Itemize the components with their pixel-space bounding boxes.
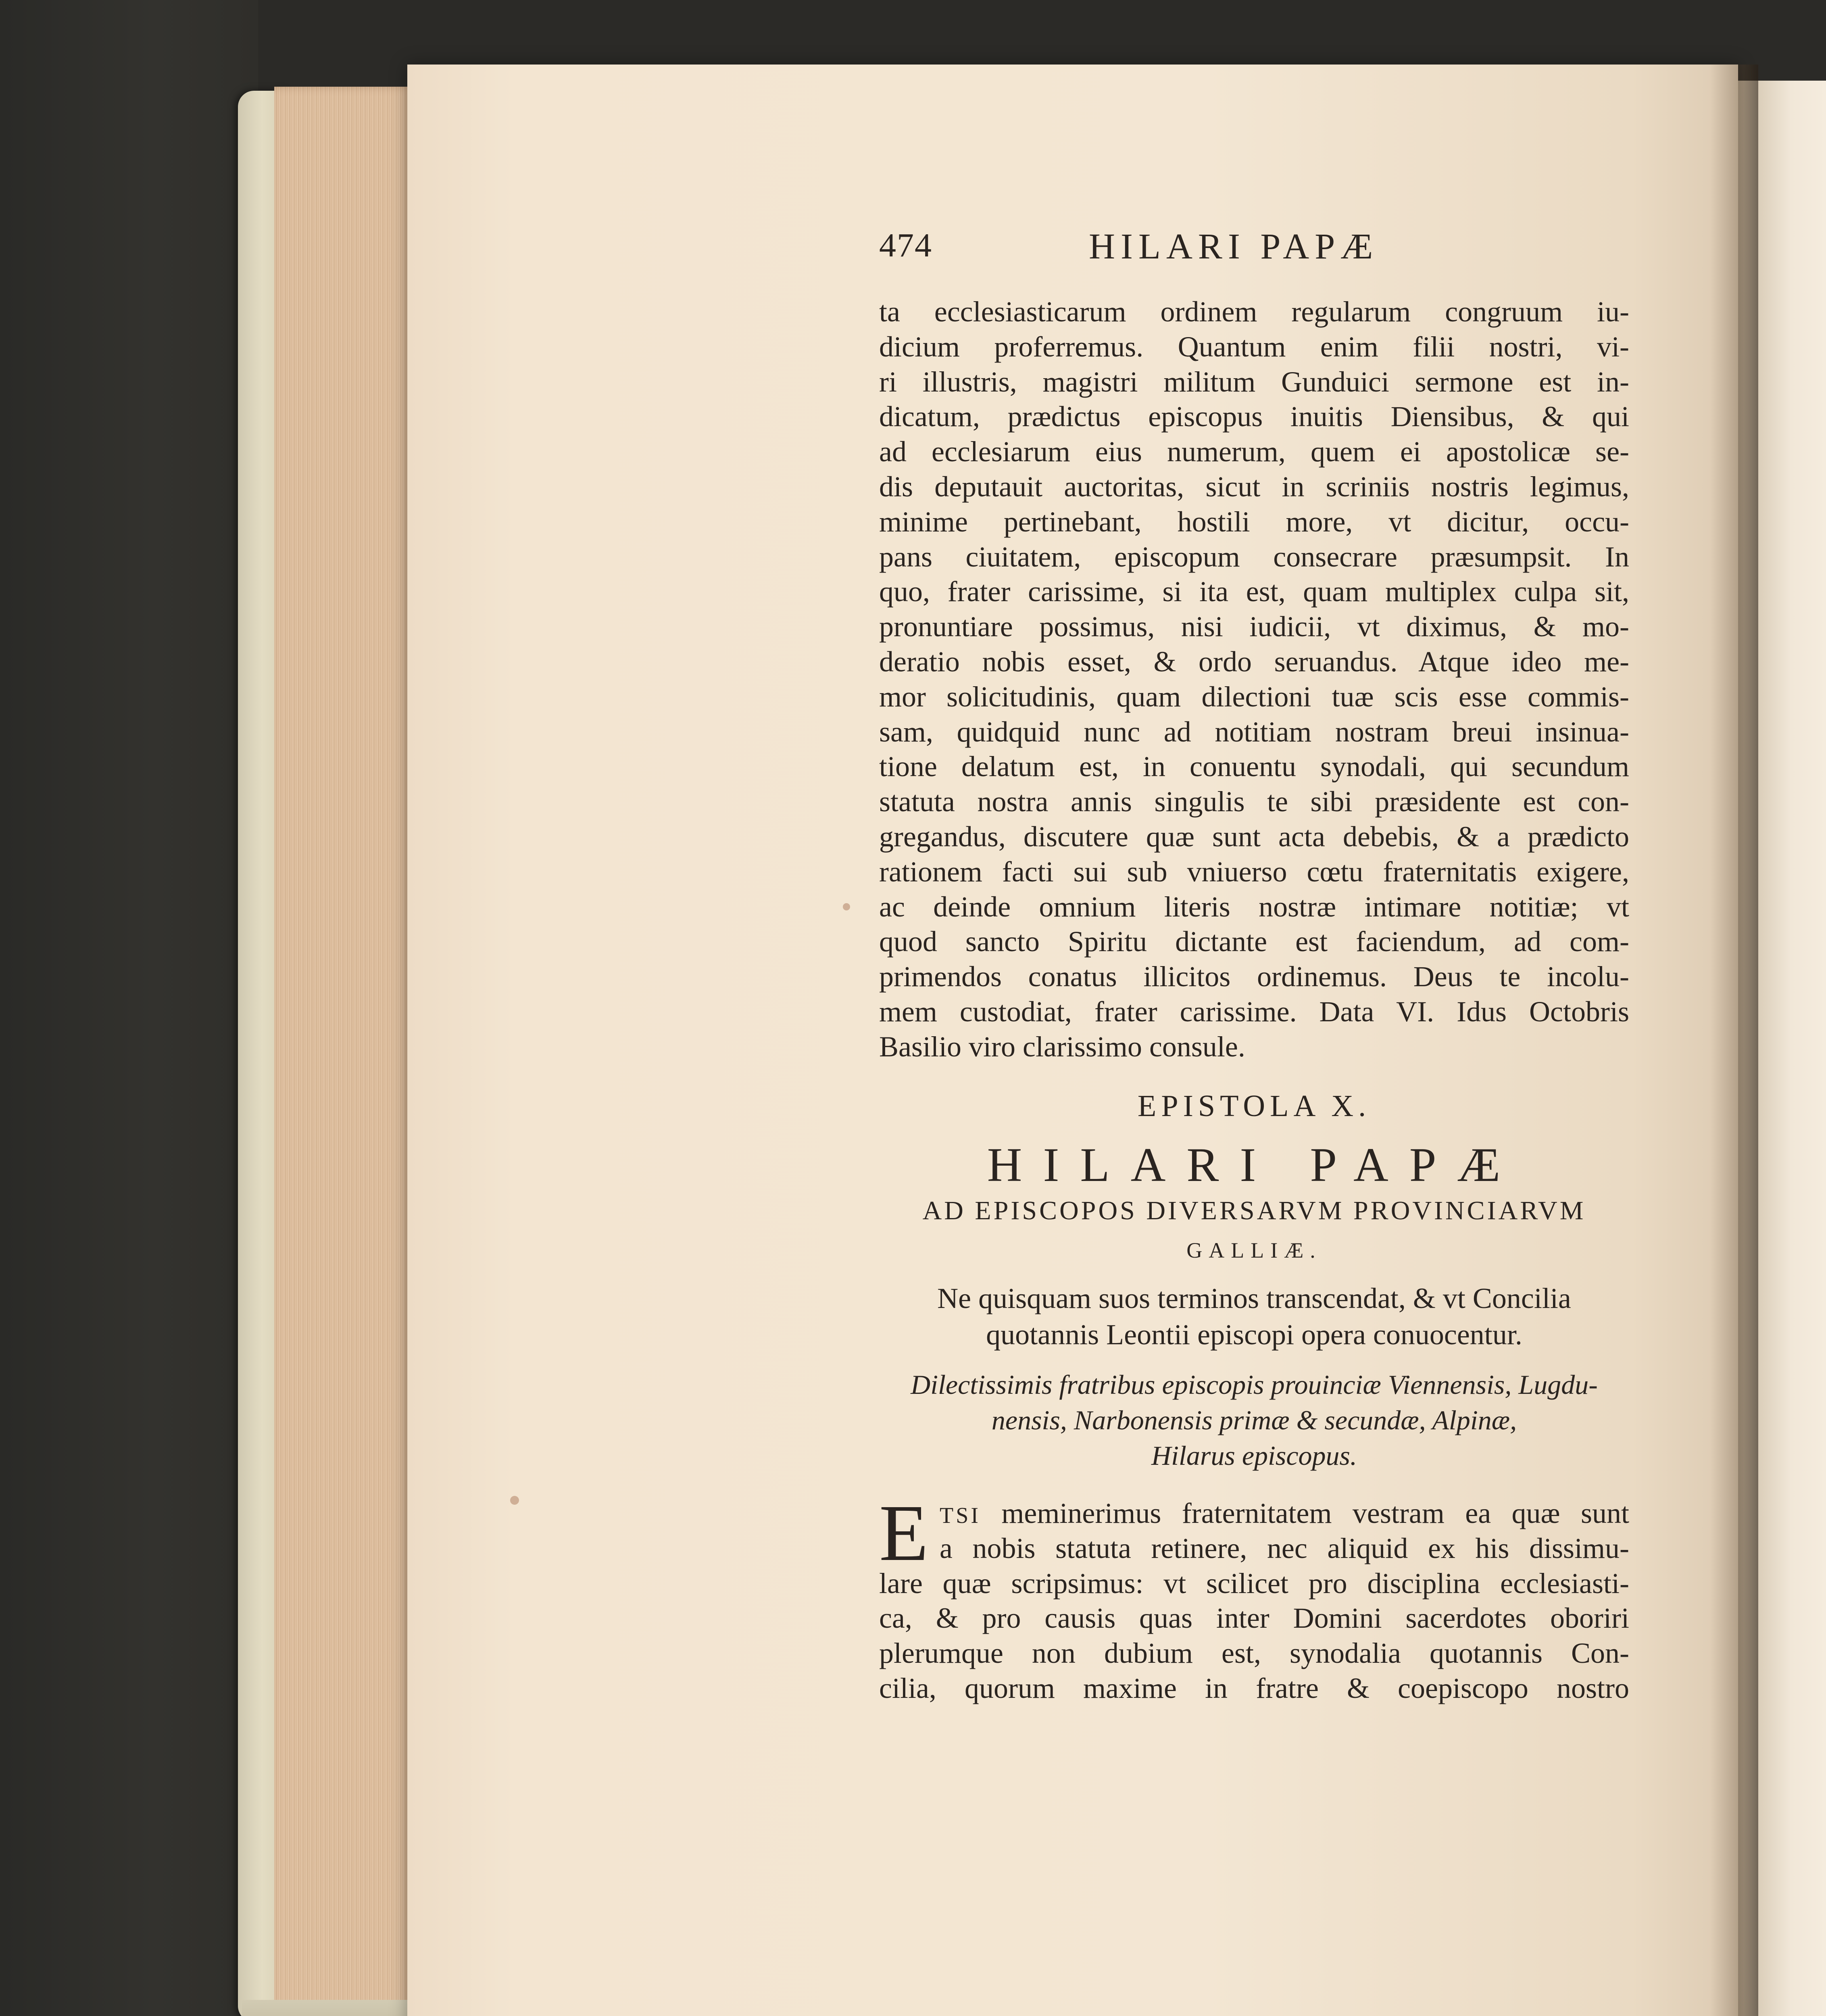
text-line: Basilio viro clarissimo consule. [879,1030,1245,1063]
text-line: rationem facti sui sub vniuerso cœtu fraternitatis exigere, [879,855,1629,888]
epistola-summary [879,1280,1629,1353]
text-line: ca, & pro causis quas inter Domini sacerdotes oboriri [879,1602,1629,1635]
salutation-line: Dilectissimis fratribus episcopis prouinciæ Viennensis, Lugdu- [911,1369,1598,1400]
epistola-number: EPISTOLA X. [1137,1089,1371,1123]
text-line: ad ecclesiarum eius numerum, quem ei apostolicæ se- [879,435,1629,468]
text-line: gregandus, discutere quæ sunt acta debebis, & a prædicto [879,820,1629,853]
text-line: pans ciuitatem, episcopum consecrare præsumpsit. In [879,540,1629,573]
text-line: deratio nobis esset, & ordo seruandus. Atque ideo me- [879,645,1629,678]
summary-line: Ne quisquam suos terminos transcendat, & vt Concilia [937,1282,1571,1314]
epistola-addressees: AD EPISCOPOS DIVERSARVM PROVINCIARVM [922,1196,1586,1225]
letter-body [879,1489,1629,1706]
text-line [940,1496,1629,1531]
text-line: minime pertinebant, hostili more, vt dicitur, occu- [879,505,1629,538]
running-title: HILARI PAPÆ [1089,227,1379,267]
text-line: dis deputauit auctoritas, sicut in scriniis nostris legimus, [879,470,1629,503]
text-line: ri illustris, magistri militum Gunduici sermone est in- [879,365,1629,398]
text-line: lare quæ scripsimus: vt scilicet pro disciplina ecclesiasti- [879,1567,1629,1599]
text-line: dicatum, prædictus episcopus inuitis Diensibus, & qui [879,400,1629,433]
page-number: 474 [879,227,932,264]
text-line: ac deinde omnium literis nostræ intimare notitiæ; vt [879,890,1629,923]
text-line: plerumque non dubium est, synodalia quotannis Con- [879,1637,1629,1670]
text-line: tione delatum est, in conuentu synodali, qui secundum [879,750,1629,783]
text-line-rest: meminerimus fraternitatem vestram ea quæ sunt [1001,1497,1629,1529]
epistola-author: HILARI PAPÆ [987,1138,1522,1191]
text-line: dicium proferremus. Quantum enim filii nostri, vi- [879,330,1629,363]
text-line: quod sancto Spiritu dictante est faciendum, ad com- [879,925,1629,958]
backdrop [0,0,258,2016]
paper-speck [510,1496,519,1505]
text-line: mor solicitudinis, quam dilectioni tuæ scis esse commis- [879,680,1629,713]
text-line: cilia, quorum maxime in fratre & coepiscopo nostro [879,1672,1629,1704]
text-line: pronuntiare possimus, nisi iudicii, vt diximus, & mo- [879,610,1629,643]
text-line: quo, frater carissime, si ita est, quam multiplex culpa sit, [879,575,1629,608]
epistola-region: GALLIÆ. [1186,1238,1322,1262]
salutation-line: Hilarus episcopus. [1151,1440,1357,1471]
running-head [879,226,1403,278]
text-line: mem custodiat, frater carissime. Data VI. Idus Octobris [879,995,1629,1028]
text-line: a nobis statuta retinere, nec aliquid ex his dissimu- [940,1532,1629,1564]
text-line: primendos conatus illicitos ordinemus. Deus te incolu- [879,960,1629,993]
page-gutter-shadow [1710,65,1758,2016]
paper-speck [843,903,850,910]
text-line: statuta nostra annis singulis te sibi præsidente est con- [879,785,1629,818]
page-block-edges [274,87,411,2016]
first-word: TSI [940,1503,981,1528]
text-line: ta ecclesiasticarum ordinem regularum congruum iu- [879,296,1629,328]
text-line: sam, quidquid nunc ad notitiam nostram breui insinua- [879,715,1629,748]
summary-line: quotannis Leontii episcopi opera conuocentur. [986,1318,1522,1351]
salutation-line: nensis, Narbonensis primæ & secundæ, Alpinæ, [991,1405,1517,1435]
body-text [879,294,1629,1064]
drop-cap: E [879,1489,929,1578]
epistola-salutation [879,1367,1629,1473]
